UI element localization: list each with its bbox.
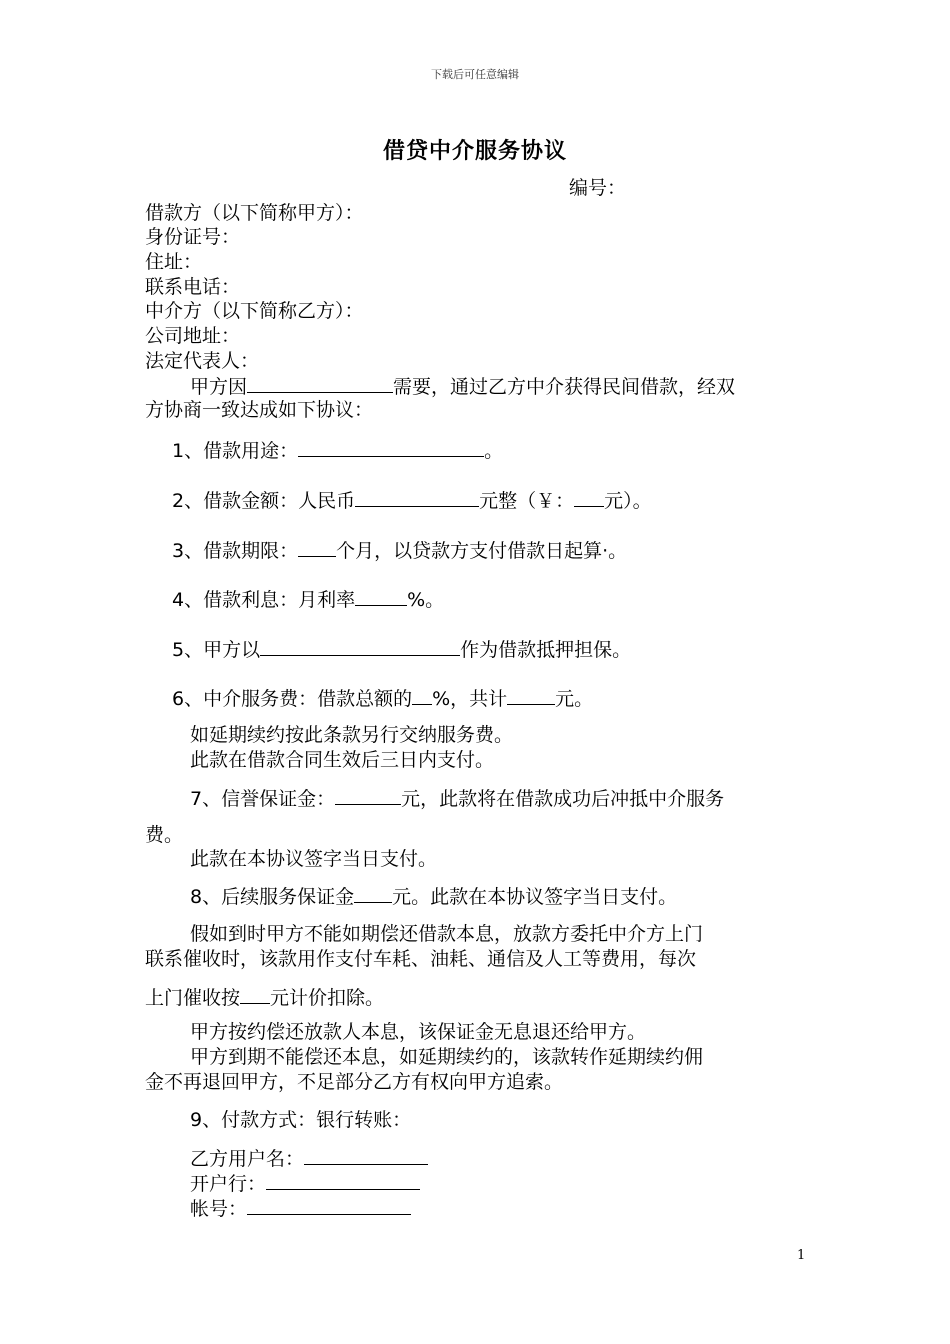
- clause-9-title: 9、付款方式：银行转账：: [190, 1109, 412, 1131]
- document-title: 借贷中介服务协议: [382, 139, 567, 164]
- intermediary-label: 中介方（以下简称乙方）：: [145, 300, 364, 322]
- clause-4: [172, 587, 444, 612]
- amount-words-blank: [355, 488, 479, 507]
- purpose-reason-blank: [247, 374, 393, 393]
- clause-7-cont: 费。: [145, 824, 184, 846]
- clause-1: [172, 438, 503, 463]
- amount-figure-blank: [574, 488, 604, 507]
- clause-7: [190, 786, 724, 811]
- clause-6-note-2: 此款在借款合同生效后三日内支付。: [190, 749, 495, 771]
- phone-label: 联系电话：: [145, 276, 241, 298]
- borrower-label: 借款方（以下简称甲方）：: [145, 202, 364, 224]
- clause-5: [172, 637, 631, 662]
- term-blank: [298, 538, 336, 557]
- deposit-blank: [335, 786, 401, 805]
- clause-2-end: 元）。: [604, 490, 652, 512]
- account-number-label: 帐号：: [190, 1198, 248, 1220]
- clause-6: [172, 686, 593, 711]
- account-number-blank: [247, 1196, 411, 1215]
- fee-total-blank: [507, 686, 555, 705]
- intro-text-a: 甲方因: [190, 376, 248, 398]
- id-number-label: 身份证号：: [145, 226, 241, 248]
- fee-percent-blank: [412, 686, 432, 705]
- clause-2: [172, 488, 652, 513]
- clause-8-p1-l1: 假如到时甲方不能如期偿还借款本息，放款方委托中介方上门: [190, 923, 704, 945]
- clause-8-label: 8、后续服务保证金: [190, 886, 355, 908]
- clause-8-p2: 甲方按约偿还放款人本息，该保证金无息退还给甲方。: [190, 1021, 647, 1043]
- clause-8-p3-l2: 金不再退回甲方，不足部分乙方有权向甲方追索。: [145, 1071, 564, 1093]
- clause-4-end: %。: [407, 589, 445, 611]
- clause-7-label: 7、信誉保证金：: [190, 788, 336, 810]
- bank-line: [190, 1171, 420, 1196]
- bank-label: 开户行：: [190, 1173, 267, 1195]
- collateral-blank: [260, 637, 460, 656]
- clause-6-mid: %，共计: [432, 688, 508, 710]
- clause-4-label: 4、借款利息：月利率: [172, 589, 356, 611]
- clause-3-end: 个月，以贷款方支付借款日起算·。: [336, 540, 628, 562]
- clause-8-p3-l1: 甲方到期不能偿还本息，如延期续约的，该款转作延期续约佣: [190, 1046, 704, 1068]
- clause-3-label: 3、借款期限：: [172, 540, 299, 562]
- clause-8-p1-l3b: 元计价扣除。: [270, 987, 385, 1009]
- clause-7-note: 此款在本协议签字当日支付。: [190, 848, 438, 870]
- account-name-blank: [304, 1146, 428, 1165]
- clause-1-label: 1、借款用途：: [172, 440, 299, 462]
- number-label: 编号：: [569, 177, 627, 199]
- followup-deposit-blank: [354, 884, 392, 903]
- header-note: 下载后可任意编辑: [431, 68, 519, 81]
- legal-rep-label: 法定代表人：: [145, 350, 260, 372]
- address-label: 住址：: [145, 251, 203, 273]
- clause-5-end: 作为借款抵押担保。: [460, 639, 632, 661]
- bank-blank: [266, 1171, 420, 1190]
- interest-rate-blank: [355, 587, 407, 606]
- account-name-label: 乙方用户名：: [190, 1148, 305, 1170]
- clause-2-label: 2、借款金额：人民币: [172, 490, 356, 512]
- clause-8-end: 元。此款在本协议签字当日支付。: [392, 886, 678, 908]
- page-number: 1: [797, 1248, 806, 1263]
- account-name-line: [190, 1146, 428, 1171]
- clause-8-p1-l3a: 上门催收按: [145, 987, 241, 1009]
- clause-1-end: 。: [484, 440, 504, 462]
- company-address-label: 公司地址：: [145, 325, 241, 347]
- intro-line-2: 方协商一致达成如下协议：: [145, 399, 374, 421]
- clause-6-end: 元。: [555, 688, 594, 710]
- clause-8: [190, 884, 677, 909]
- intro-line-1: [190, 374, 735, 399]
- clause-5-label: 5、甲方以: [172, 639, 261, 661]
- clause-6-label: 6、中介服务费：借款总额的: [172, 688, 413, 710]
- usage-blank: [298, 438, 484, 457]
- clause-3: [172, 538, 627, 563]
- clause-6-note-1: 如延期续约按此条款另行交纳服务费。: [190, 724, 514, 746]
- clause-2-mid: 元整（￥：: [479, 490, 575, 512]
- visit-fee-blank: [240, 985, 270, 1004]
- clause-8-p1-l2: 联系催收时，该款用作支付车耗、油耗、通信及人工等费用，每次: [145, 948, 697, 970]
- clause-7-mid: 元，此款将在借款成功后冲抵中介服务: [401, 788, 725, 810]
- intro-text-b: 需要，通过乙方中介获得民间借款，经双: [393, 376, 736, 398]
- clause-8-p1-l3: [145, 985, 384, 1010]
- account-number-line: [190, 1196, 411, 1221]
